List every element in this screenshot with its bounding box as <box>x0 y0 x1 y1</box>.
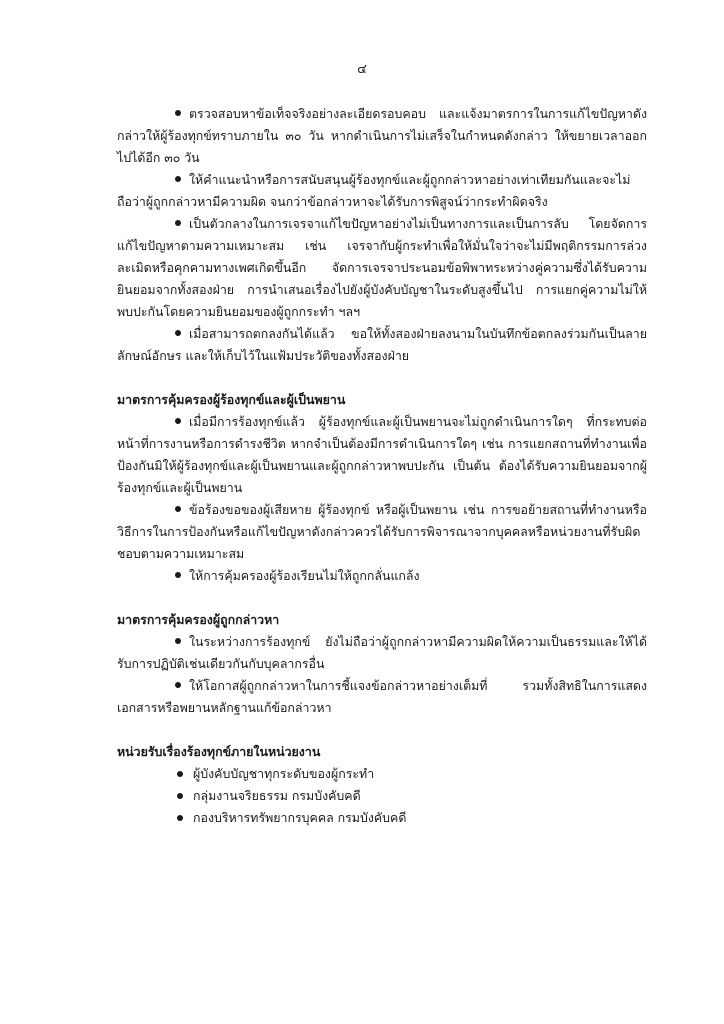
bullet-icon <box>175 682 181 688</box>
bullet-paragraph <box>117 631 647 675</box>
bullet-icon <box>175 418 181 424</box>
bullet-icon <box>177 771 183 777</box>
bullet-icon <box>175 110 181 116</box>
list-item-text: กลุ่มงานจริยธรรม กรมบังคับคดี <box>193 788 361 803</box>
bullet-icon <box>175 572 181 578</box>
bullet-icon <box>175 638 181 644</box>
bullet-icon <box>175 220 181 226</box>
paragraph-text: ให้โอกาสผู้ถูกกล่าวหาในการชี้แจงข้อกล่าวหาอย่างเต็มที่ รวมทั้งสิทธิในการแสดงเอกสารหรือพยานหลักฐานแก้ข้อกล่าวหา <box>117 678 647 715</box>
section-heading-complaint-units: หน่วยรับเรื่องร้องทุกข์ภายในหน่วยงาน <box>117 744 321 759</box>
paragraph-text: เป็นตัวกลางในการเจรจาแก้ไขปัญหาอย่างไม่เป็นทางการและเป็นการลับ โดยจัดการแก้ไขปัญหาตามความเหมาะสม เช่น เจรจากับผู้กระทำเพื่อให้มั่นใจว่าจะไม่มีพฤติกรรมการล่วงละเมิดหรือคุกคามทางเพศเกิดขึ้นอีก จัดการเจรจาประนอมข้อพิพาทระหว่างคู่ความซึ่งได้รับความยินยอมจากทั้งสองฝ่าย การนำเสนอเรื่องไปยังผู้บังคับบัญชาในระดับสูงขึ้นไป การแยกคู่ความไม่ให้พบปะกันโดยความยินยอมของผู้ถูกกระทำ ฯลฯ <box>117 216 647 319</box>
paragraph-text: ตรวจสอบหาข้อเท็จจริงอย่างละเอียดรอบคอบ และแจ้งมาตรการในการแก้ไขปัญหาดังกล่าวให้ผู้ร้องทุกข์ทราบภายใน ๓๐ วัน หากดำเนินการไม่เสร็จในกำหนดดังกล่าว ให้ขยายเวลาออกไปได้อีก ๓๐ วัน <box>117 106 647 165</box>
bullet-icon <box>175 506 181 512</box>
document-body <box>117 103 647 829</box>
page-number: ๔ <box>357 62 367 77</box>
list-item <box>117 785 647 807</box>
bullet-icon <box>177 793 183 799</box>
bullet-icon <box>175 330 181 336</box>
bullet-icon <box>175 176 181 182</box>
paragraph-text: เมื่อสามารถตกลงกันได้แล้ว ขอให้ทั้งสองฝ่ายลงนามในบันทึกข้อตกลงร่วมกันเป็นลายลักษณ์อักษร และให้เก็บไว้ในแฟ้มประวัติของทั้งสองฝ่าย <box>117 326 647 363</box>
paragraph-text: ในระหว่างการร้องทุกข์ ยังไม่ถือว่าผู้ถูกกล่าวหามีความผิดให้ความเป็นธรรมและให้ได้รับการปฏิบัติเช่นเดียวกันกับบุคลากรอื่น <box>117 634 647 671</box>
bullet-paragraph <box>117 169 647 213</box>
bullet-icon <box>177 815 183 821</box>
list-item <box>117 807 647 829</box>
paragraph-text: ข้อร้องขอของผู้เสียหาย ผู้ร้องทุกข์ หรือผู้เป็นพยาน เช่น การขอย้ายสถานที่ทำงานหรือวิธีการในการป้องกันหรือแก้ไขปัญหาดังกล่าวควรได้รับการพิจารณาจากบุคคลหรือหน่วยงานที่รับผิดชอบตามความเหมาะสม <box>117 502 647 561</box>
section-heading-protect-accused: มาตรการคุ้มครองผู้ถูกกล่าวหา <box>117 612 280 627</box>
list-item-text: ผู้บังคับบัญชาทุกระดับของผู้กระทำ <box>193 766 375 781</box>
bullet-paragraph <box>117 213 647 323</box>
bullet-paragraph <box>117 103 647 169</box>
bullet-paragraph <box>117 675 647 719</box>
paragraph-text: ให้การคุ้มครองผู้ร้องเรียนไม่ให้ถูกกลั่นแกล้ง <box>189 568 420 583</box>
list-item-text: กองบริหารทรัพยากรบุคคล กรมบังคับคดี <box>193 810 407 825</box>
list-item <box>117 763 647 785</box>
paragraph-text: เมื่อมีการร้องทุกข์แล้ว ผู้ร้องทุกข์และผู้เป็นพยานจะไม่ถูกดำเนินการใดๆ ที่กระทบต่อหน้าที่การงานหรือการดำรงชีวิต หากจำเป็นต้องมีการดำเนินการใดๆ เช่น การแยกสถานที่ทำงานเพื่อป้องกันมิให้ผู้ร้องทุกข์และผู้เป็นพยานและผู้ถูกกล่าวหาพบปะกัน เป็นต้น ต้องได้รับความยินยอมจากผู้ร้องทุกข์และผู้เป็นพยาน <box>117 414 647 495</box>
bullet-paragraph <box>117 565 647 587</box>
bullet-paragraph <box>117 499 647 565</box>
bullet-paragraph <box>117 323 647 367</box>
section-heading-protect-complainant: มาตรการคุ้มครองผู้ร้องทุกข์และผู้เป็นพยาน <box>117 392 346 407</box>
paragraph-text: ให้คำแนะนำหรือการสนับสนุนผู้ร้องทุกข์และผู้ถูกกล่าวหาอย่างเท่าเทียมกันและจะไม่ถือว่าผู้ถูกกล่าวหามีความผิด จนกว่าข้อกล่าวหาจะได้รับการพิสูจน์ว่ากระทำผิดจริง <box>117 172 631 209</box>
bullet-paragraph <box>117 411 647 499</box>
